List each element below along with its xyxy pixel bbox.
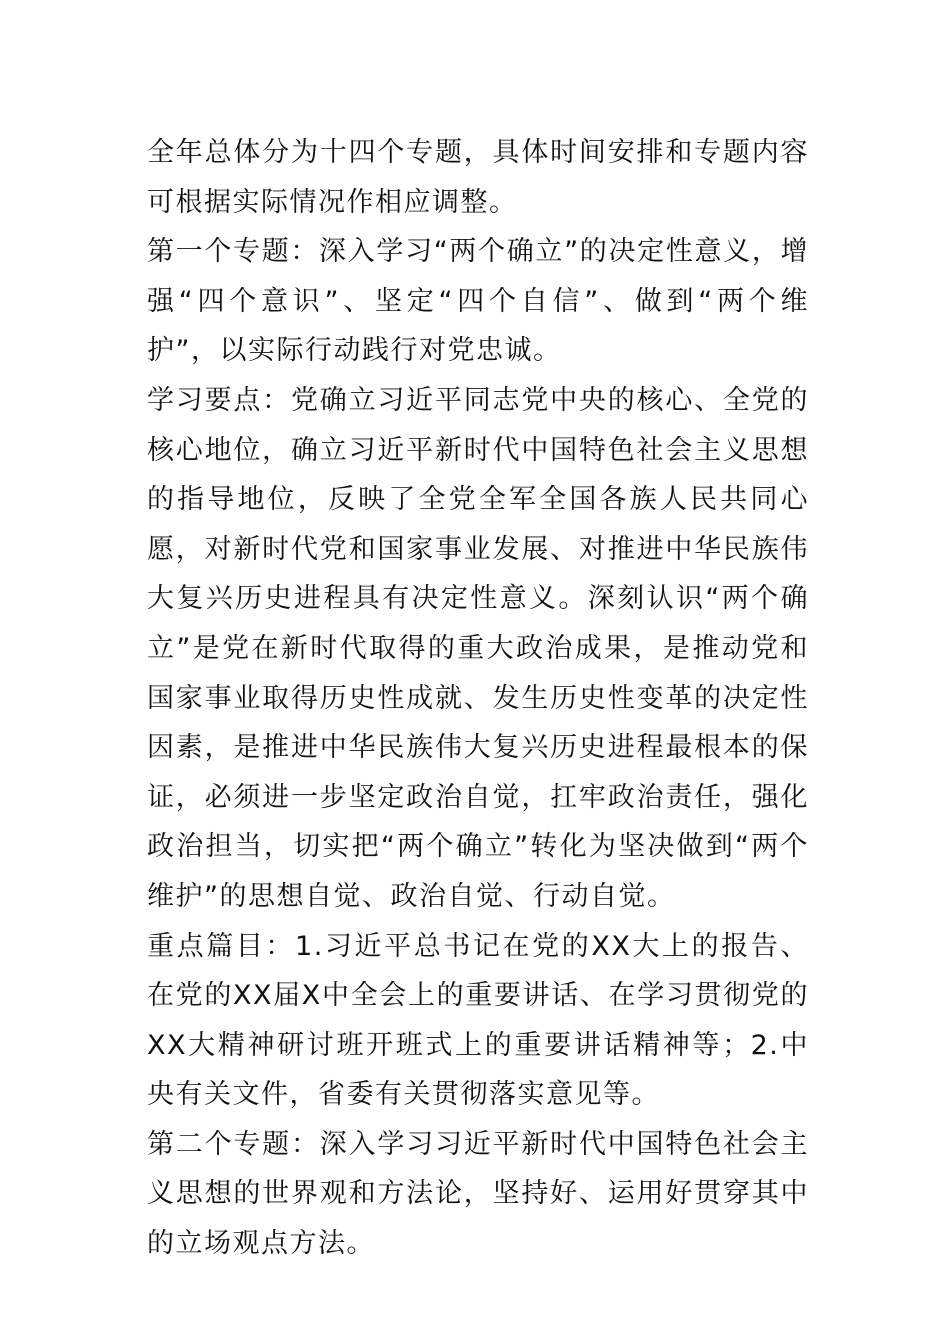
paragraph-intro: 全年总体分为十四个专题，具体时间安排和专题内容可根据实际情况作相应调整。 — [147, 137, 809, 218]
paragraph-topic-2-title: 第二个专题：深入学习习近平新时代中国特色社会主义思想的世界观和方法论，坚持好、运用好贯穿其中的立场观点方法。 — [147, 1128, 809, 1260]
paragraph-topic-1-key-points: 学习要点：党确立习近平同志党中央的核心、全党的核心地位，确立习近平新时代中国特色社会主义思想的指导地位，反映了全党全军全国各族人民共同心愿，对新时代党和国家事业发展、对推进中华民族伟大复兴历史进程具有决定性意义。深刻认识“两个确立”是党在新时代取得的重大政治成果，是推动党和国家事业取得历史性成就、发生历史性变革的决定性因素，是推进中华民族伟大复兴历史进程最根本的保证，必须进一步坚定政治自觉，扛牢政治责任，强化政治担当，切实把“两个确立”转化为坚决做到“两个维护”的思想自觉、政治自觉、行动自觉。 — [147, 384, 809, 912]
document-body — [147, 128, 809, 1269]
paragraph-topic-1-title: 第一个专题：深入学习“两个确立”的决定性意义，增强“四个意识”、坚定“四个自信”、做到“两个维护”，以实际行动践行对党忠诚。 — [147, 236, 809, 367]
paragraph-topic-1-readings: 重点篇目：1.习近平总书记在党的XX大上的报告、在党的XX届X中全会上的重要讲话、在学习贯彻党的XX大精神研讨班开班式上的重要讲话精神等；2.中央有关文件，省委有关贯彻落实意见等。 — [147, 930, 809, 1111]
